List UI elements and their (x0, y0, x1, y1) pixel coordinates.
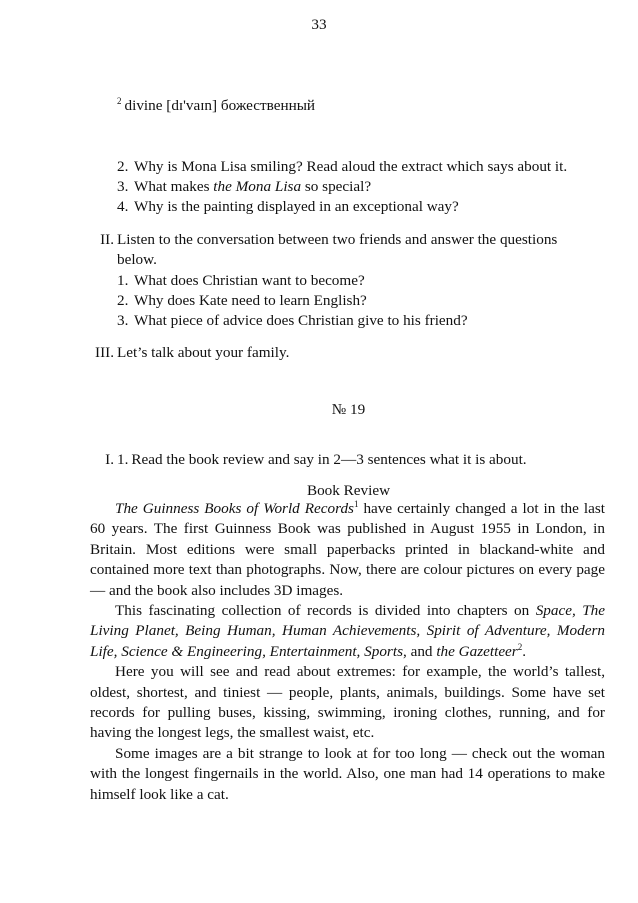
section-instruction: Let’s talk about your family. (117, 344, 290, 361)
section-heading-ii (87, 232, 557, 247)
question-text: What piece of advice does Christian give to his friend? (134, 312, 468, 329)
question-text-italic: the Mona Lisa (213, 178, 302, 195)
question-number: 2. (117, 158, 129, 175)
question-text: What does Christian want to become? (134, 272, 365, 289)
question-item (117, 199, 459, 214)
review-body (90, 499, 605, 805)
footnote-ref: 1 (353, 498, 359, 509)
review-paragraph (90, 499, 605, 601)
review-paragraph: Some images are a bit strange to look at for too long — check out the woman with the longest fingernails in the world. Also, one man had 14 operations to make himself look like a cat. (90, 744, 605, 803)
roman-numeral: III. (95, 344, 114, 361)
question-number: 3. (117, 178, 129, 195)
section-instruction: Listen to the conversation between two friends and answer the questions (117, 231, 558, 248)
question-number: 4. (117, 198, 129, 215)
footnote-transcription: [dɪ'vaɪn] (166, 97, 218, 114)
task-number: 1. (117, 451, 129, 468)
question-text: Why does Kate need to learn English? (134, 292, 367, 309)
roman-numeral: I. (105, 451, 114, 468)
paragraph-text: This fascinating collection of records is divided into chapters on (115, 602, 536, 620)
question-item (117, 159, 567, 174)
paragraph-text: have certainly changed a lot in the last 60 years. The first Guinness Book was published in August 1955 in London, in Britain. Most editions were small paperbacks printed in blackand-white and contained more text than photographs. Now, there are colour pictures on every page — and the book also includes 3D images. (90, 500, 605, 599)
footnote-word: divine (124, 97, 163, 114)
footnote-number: 2 (117, 96, 122, 106)
footnote-ref: 2 (517, 641, 523, 652)
question-number: 2. (117, 292, 129, 309)
review-paragraph: Here you will see and read about extremes: for example, the world’s tallest, oldest, shortest, and tiniest — people, plants, animals, buildings. Some have set records for pulling buses, kissing, swimming, ironing clothes, running, and for having the longest legs, the smallest waist, etc. (90, 663, 605, 742)
task-text: Read the book review and say in 2—3 sentences what it is about. (131, 451, 527, 468)
exercise-number: № 19 (331, 401, 366, 418)
question-text: What makes (134, 178, 214, 195)
question-number: 3. (117, 312, 129, 329)
section-instruction-continued: below. (117, 251, 157, 268)
roman-numeral: II. (100, 231, 114, 248)
chapter-name: the Gazetteer (436, 642, 518, 660)
question-item (117, 313, 468, 328)
paragraph-text: . (522, 642, 527, 660)
footnote-translation: божественный (220, 97, 316, 114)
question-text: Why is the painting displayed in an exceptional way? (134, 198, 459, 215)
page-number: 33 (311, 16, 327, 33)
section-heading-iii (87, 345, 289, 360)
footnote (117, 98, 315, 113)
review-title: Book Review (306, 482, 391, 499)
paragraph-text: , and (402, 642, 437, 660)
question-item (117, 179, 371, 194)
section-heading-i (87, 452, 527, 467)
chapter-list: Space, The Living Planet, Being Human, Human Achievements, Spirit of Adventure, Modern Life, Science & Engineering, Entertainment, Sports (90, 602, 606, 660)
question-number: 1. (117, 272, 129, 289)
question-item (117, 273, 365, 288)
review-paragraph (90, 601, 605, 662)
book-title: The Guinness Books of World Records (115, 500, 354, 517)
question-text: so special? (301, 178, 372, 195)
question-text: Why is Mona Lisa smiling? Read aloud the extract which says about it. (134, 158, 568, 175)
question-item (117, 293, 367, 308)
